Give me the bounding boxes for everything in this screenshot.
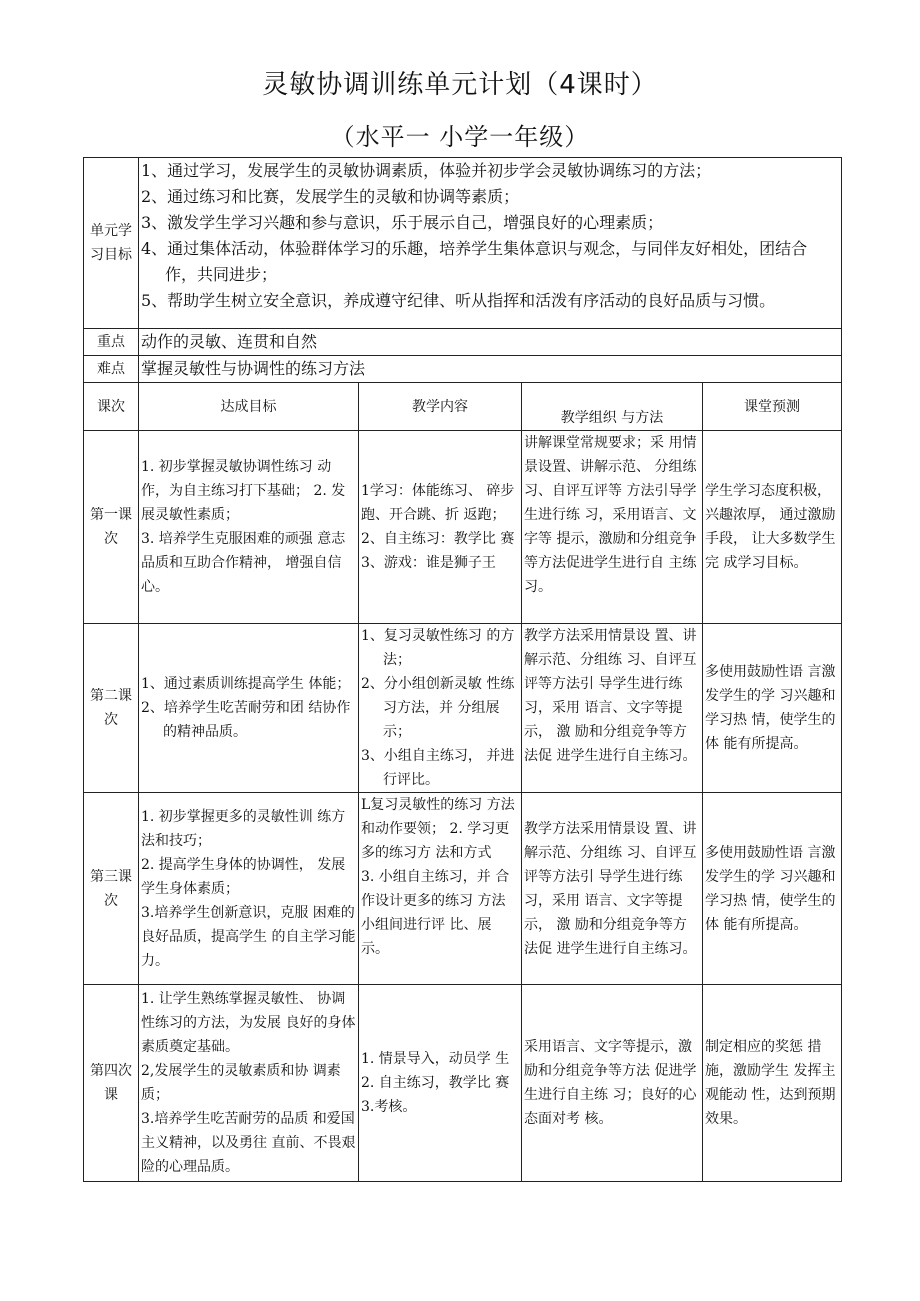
unit-goals-cell	[139, 158, 842, 329]
lesson-method: 教学方法采用情景设 置、讲解示范、分组练 习、自评互评等方法引 导学生进行练习，采用 语言、文字等提示， 激 励和分组竞争等方法促 进学生进行自主练习。	[522, 793, 703, 985]
difficulty-label: 难点	[84, 356, 139, 383]
lesson-forecast: 多使用鼓励性语 言激发学生的学 习兴趣和学习热 情，使学生的体 能有所提高。	[703, 624, 842, 793]
header-lesson: 课次	[84, 383, 139, 431]
lesson-method: 教学方法采用情景设 置、讲解示范、分组练 习、自评互评等方法引 导学生进行练习，采用 语言、文字等提示， 激 励和分组竞争等方法促 进学生进行自主练习。	[522, 624, 703, 793]
lesson-name: 第三课次	[84, 793, 139, 985]
lesson-name: 第一课次	[84, 431, 139, 624]
lesson-content: L复习灵敏性的练习 方法和动作要领； 2. 学习更多的练习方 法和方式 3. 小组自主练习，并 合作设计更多的练习 方法小组间进行评 比、展示。	[359, 793, 522, 985]
unit-goals-label: 单元学习目标	[84, 158, 139, 329]
lesson-goals: 1. 初步掌握更多的灵敏性训 练方法和技巧； 2. 提高学生身体的协调性， 发展学生身体素质； 3.培养学生创新意识，克服 困难的良好品质，提高学生 的自主学习能力。	[139, 793, 359, 985]
lesson-name: 第四次课	[84, 985, 139, 1182]
header-method: 教学组织 与方法	[522, 383, 703, 431]
key-point-row	[84, 329, 842, 356]
lesson-content: 1学习：体能练习、 碎步跑、开合跳、折 返跑； 2、自主练习：教学比 赛 3、游戏：谁是狮子王	[359, 431, 522, 624]
lesson-name: 第二课次	[84, 624, 139, 793]
header-content: 教学内容	[359, 383, 522, 431]
key-point-text: 动作的灵敏、连贯和自然	[139, 329, 842, 356]
unit-goals-row	[84, 158, 842, 329]
header-row	[84, 383, 842, 431]
key-point-label: 重点	[84, 329, 139, 356]
header-goals: 达成目标	[139, 383, 359, 431]
difficulty-text: 掌握灵敏性与协调性的练习方法	[139, 356, 842, 383]
unit-goal-item: 4、通过集体活动，体验群体学习的乐趣，培养学生集体意识与观念，与同伴友好相处，团结合作，共同进步；	[141, 239, 808, 284]
lesson-forecast: 多使用鼓励性语 言激发学生的学 习兴趣和学习热 情，使学生的体 能有所提高。	[703, 793, 842, 985]
lesson-forecast: 制定相应的奖惩 措施，激励学生 发挥主观能动 性，达到预期效果。	[703, 985, 842, 1182]
unit-plan-table	[83, 157, 842, 1182]
lesson-goals: 1、通过素质训练提高学生 体能； 2、培养学生吃苦耐劳和团 结协作的精神品质。	[139, 624, 359, 793]
difficulty-row	[84, 356, 842, 383]
lesson-row	[84, 793, 842, 985]
lesson-forecast: 学生学习态度积极，兴趣浓厚， 通过激励手段， 让大多数学生完 成学习目标。	[703, 431, 842, 624]
page-title: 灵敏协调训练单元计划（4课时）	[262, 70, 658, 100]
lesson-content: 1、复习灵敏性练习 的方法； 2、分小组创新灵敏 性练习方法，并 分组展示； 3、小组自主练习， 并进行评比。	[359, 624, 522, 793]
unit-goal-item: 3、激发学生学习兴趣和参与意识，乐于展示自己，增强良好的心理素质；	[141, 213, 664, 232]
lesson-row	[84, 431, 842, 624]
lesson-method: 讲解课堂常规要求；采 用情景设置、讲解示范、 分组练习、自评互评等 方法引导学生进行练 习，采用语言、文字等 提示，激励和分组竞争 等方法促进学生进行自 主练习。	[522, 431, 703, 624]
lesson-row	[84, 624, 842, 793]
lesson-goals: 1. 初步掌握灵敏协调性练习 动作，为自主练习打下基础； 2. 发展灵敏性素质； 3. 培养学生克服困难的顽强 意志品质和互助合作精神， 增强自信心。	[139, 431, 359, 624]
lesson-content: 1. 情景导入，动员学 生 2. 自主练习，教学比 赛 3.考核。	[359, 985, 522, 1182]
lesson-row	[84, 985, 842, 1182]
unit-goal-item: 5、帮助学生树立安全意识，养成遵守纪律、听从指挥和活泼有序活动的良好品质与习惯。	[141, 291, 776, 310]
lesson-goals: 1. 让学生熟练掌握灵敏性、 协调性练习的方法，为发展 良好的身体素质奠定基础。 2,发展学生的灵敏素质和协 调素质； 3.培养学生吃苦耐劳的品质 和爱国主义精神，以及勇往 直前、不畏艰险的心理品质。	[139, 985, 359, 1182]
header-forecast: 课堂预测	[703, 383, 842, 431]
page-subtitle: （水平一 小学一年级）	[330, 123, 590, 151]
unit-goal-item: 2、通过练习和比赛，发展学生的灵敏和协调等素质；	[141, 187, 520, 206]
lesson-method: 采用语言、文字等提示，激励和分组竞争等方法 促进学生进行自主练 习；良好的心态面对考 核。	[522, 985, 703, 1182]
unit-goal-item: 1、通过学习，发展学生的灵敏协调素质，体验并初步学会灵敏协调练习的方法；	[141, 161, 712, 180]
